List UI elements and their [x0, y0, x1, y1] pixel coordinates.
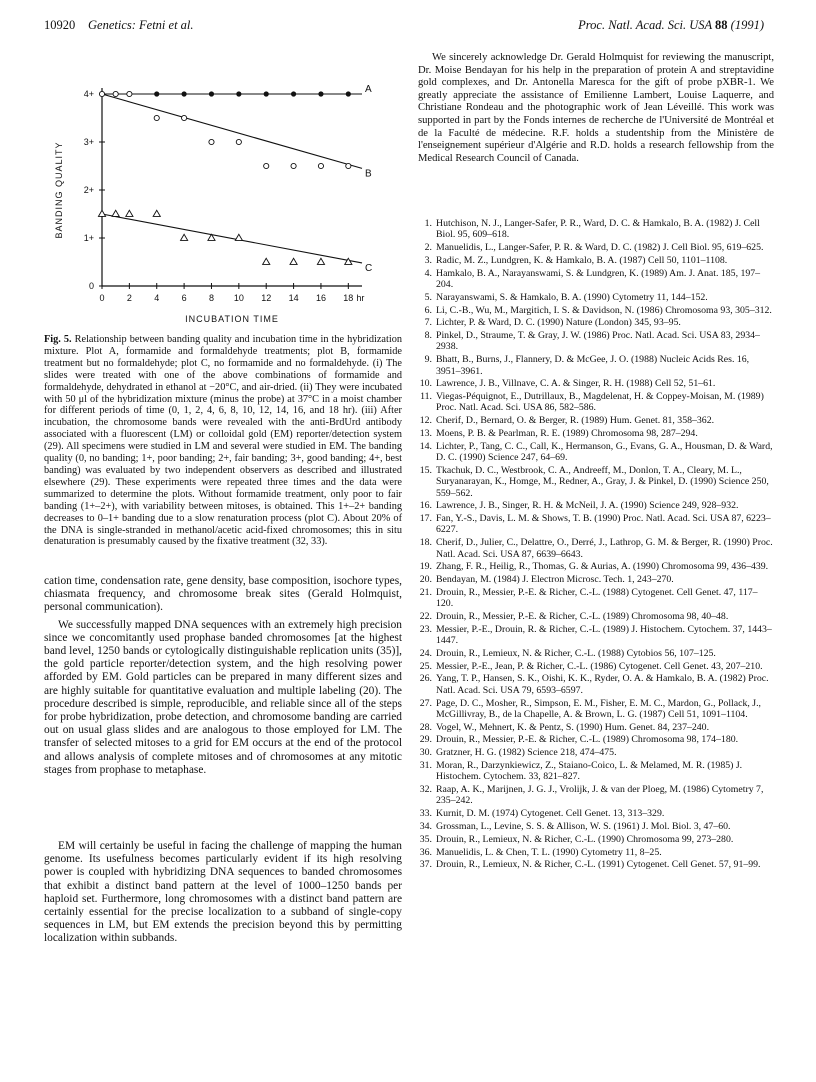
figure-5-chart	[44, 68, 404, 330]
reference-text: Radic, M. Z., Lundgren, K. & Hamkalo, B. A. (1987) Cell 50, 1101–1108.	[436, 254, 728, 266]
reference-number: 18.	[419, 537, 432, 549]
reference-text: Raap, A. K., Marijnen, J. G. J., Vrolijk, J. & van der Ploeg, M. (1986) Cytometry 7, 235–242.	[436, 784, 764, 807]
data-point-a	[236, 91, 241, 96]
reference-number: 1.	[424, 218, 432, 229]
data-point-b	[127, 91, 132, 96]
fit-line-c	[102, 214, 362, 263]
reference-item	[418, 465, 774, 499]
reference-item	[418, 255, 774, 266]
data-point-a	[318, 91, 323, 96]
data-point-b	[209, 139, 214, 144]
reference-item	[418, 378, 774, 389]
reference-text: Manuelidis, L., Langer-Safer, P. R. & Ward, D. C. (1982) J. Cell Biol. 95, 619–625.	[436, 242, 764, 254]
reference-item	[418, 661, 774, 672]
reference-number: 30.	[419, 747, 432, 759]
data-point-c	[98, 210, 105, 216]
reference-number: 34.	[419, 821, 432, 833]
x-tick-label: 0	[99, 293, 105, 303]
data-point-c	[153, 210, 160, 216]
reference-text: Drouin, R., Lemieux, N. & Richer, C.-L. (1988) Cytobios 56, 107–125.	[436, 647, 716, 659]
fit-line-b	[102, 94, 362, 168]
data-point-b	[318, 163, 323, 168]
y-tick-label: 1+	[83, 233, 94, 243]
reference-text: Drouin, R., Lemieux, N. & Richer, C.-L. (1991) Cytogenet. Cell Genet. 57, 91–99.	[436, 859, 761, 871]
data-point-c	[235, 234, 242, 240]
y-tick-label: 3+	[83, 137, 94, 147]
reference-text: Page, D. C., Mosher, R., Simpson, E. M., Fisher, E. M. C., Mardon, G., Pollack, J., McGillivray, B., de la Chapelle, A. & Brown, L. G. (1987) Cell 51, 1091–1104.	[436, 697, 761, 720]
reference-number: 25.	[419, 660, 432, 672]
reference-text: Drouin, R., Messier, P.-E. & Richer, C.-L. (1989) Chromosoma 98, 174–180.	[436, 734, 739, 746]
reference-text: Lawrence, J. B., Villnave, C. A. & Singer, R. H. (1988) Cell 52, 51–61.	[436, 378, 716, 390]
reference-text: Manuelidis, L. & Chen, T. L. (1990) Cytometry 11, 8–25.	[436, 846, 662, 858]
reference-item	[418, 821, 774, 832]
reference-number: 12.	[419, 415, 432, 427]
reference-number: 33.	[419, 808, 432, 820]
reference-text: Lawrence, J. B., Singer, R. H. & McNeil, J. A. (1990) Science 249, 928–932.	[436, 500, 739, 512]
reference-item	[418, 305, 774, 316]
data-point-b	[291, 163, 296, 168]
reference-number: 28.	[419, 721, 432, 733]
reference-number: 3.	[424, 254, 432, 266]
acknowledgment: We sincerely acknowledge Dr. Gerald Holmquist for reviewing the manuscript, Dr. Moise Bendayan for his help in the preparation of protein A and streptavidine gold complexes, and Dr. Antonella Maresca for the gift of probe pXBR-1. We greatly appreciate the assistance of Emilienne Lambert, Louise Laquerre, and Christiane Rondeau and the photographic work of Jean Léveillé. This work was supported in part by the Fonds internes de recherche de l'Université de Montréal et de la Faculté de médecine. R.F. holds a studentship from the Ministère de l'enseignement supérieur d'Algérie and R.D. holds a research fellowship from the Medical Research Council of Canada.	[418, 52, 774, 164]
reference-item	[418, 428, 774, 439]
body-paragraph: We successfully mapped DNA sequences with an extremely high precision since we concomitantly used prophase banded chromosomes [at the highest band level, 1250 bands or cytologically distinguishable replication units (35)], the gold particle reporter/detection system, and the high resolving power afforded by EM. Gold particles can be prepared in many different sizes and are highly suitable for quantitative evaluation and multiple labeling (20). The procedure described is simple, reproducible, and reliable since all of the steps for probe hybridization, probe detection, and chromosome banding are carried out on usual glass slides and are analogous to those employed for LM. The transfer of selected mitoses to a grid for EM occurs at the end of the protocol and allows analysis of complete mitoses and of chromosomes at any mitotic stages from prophase to metaphase.	[44, 618, 402, 776]
reference-item	[418, 513, 774, 536]
reference-number: 16.	[419, 500, 432, 512]
journal-citation: Proc. Natl. Acad. Sci. USA 88 (1991)	[578, 18, 764, 32]
caption-text: Relationship between banding quality and incubation time in the hybridization mixture. Plot A, formamide and formaldehyde treatments; plot B, formamide treatment but no formaldehyde; plot C, no formamide and no formaldehyde. (i) The slides were treated with one of the above combinations of formamide and formaldehyde, dehydrated in ethanol at −20°C, and air-dried. (ii) They were incubated with 50 μl of the hybridization mixture (minus the probe) at 37°C in a moist chamber for different periods of time (0, 1, 2, 4, 6, 8, 10, 12, 14, 16, and 18 hr). (iii) After incubation, the chromosome bands were revealed with the anti-BrdUrd antibody associated with a fluorescent (LM) or colloidal gold (EM) reporter/detection system (29). All specimens were studied in LM and several were studied in EM. The banding quality (0, no banding; 1+, poor banding; 2+, fair banding; 3+, good banding; 4+, best banding) was evaluated by two independent observers as described and illustrated elsewhere (29). These experiments were repeated three times and the data were summarized to determine the plots. Without formamide treatment, only poor to fair banding (1+–2+), with variability between mitoses, is obtained. This 1+–2+ banding decreases to 0–1+ banding due to a slow renaturation process (plot C). About 20% of the DNA is single-stranded in methanol/acetic acid-fixed chromosomes; this in situ denaturation is presumably caused by the fixative treatment (32, 33).	[44, 334, 402, 548]
body-paragraph: cation time, condensation rate, gene density, base composition, isochore types, chiasmata frequency, and chromosome break sites (Gerald Holmquist, personal communication).	[44, 575, 402, 614]
reference-number: 20.	[419, 574, 432, 586]
reference-item	[418, 847, 774, 858]
reference-number: 21.	[419, 586, 432, 598]
reference-text: Lichter, P., Tang, C. C., Call, K., Hermanson, G., Evans, G. A., Housman, D. & Ward, D. C. (1990) Science 247, 64–69.	[436, 440, 773, 464]
reference-number: 6.	[424, 304, 432, 316]
reference-number: 26.	[419, 673, 432, 685]
reference-number: 24.	[419, 647, 432, 659]
data-point-c	[126, 210, 133, 216]
reference-number: 36.	[419, 846, 432, 858]
reference-number: 37.	[419, 859, 432, 871]
reference-item	[418, 268, 774, 291]
reference-text: Moens, P. B. & Pearlman, R. E. (1989) Chromosoma 98, 287–294.	[436, 428, 698, 440]
data-point-c	[263, 258, 270, 264]
data-point-c	[290, 258, 297, 264]
x-axis-label: INCUBATION TIME	[185, 314, 279, 324]
reference-number: 11.	[420, 391, 432, 403]
reference-text: Yang, T. P., Hansen, S. K., Oishi, K. K., Ryder, O. A. & Hamkalo, B. A. (1982) Proc. Natl. Acad. Sci. USA 79, 6593–6597.	[436, 673, 769, 696]
x-tick-label: 16	[315, 293, 326, 303]
reference-text: Gratzner, H. G. (1982) Science 218, 474–475.	[436, 747, 617, 759]
reference-number: 7.	[424, 317, 432, 329]
reference-item	[418, 784, 774, 807]
reference-number: 2.	[424, 242, 432, 254]
reference-text: Bendayan, M. (1984) J. Electron Microsc. Tech. 1, 243–270.	[436, 574, 674, 586]
data-point-a	[182, 91, 187, 96]
reference-number: 5.	[424, 291, 432, 303]
reference-item	[418, 242, 774, 253]
reference-item	[418, 834, 774, 845]
x-unit-label: hr	[356, 293, 365, 303]
reference-text: Hutchison, N. J., Langer-Safer, P. R., Ward, D. C. & Hamkalo, B. A. (1982) J. Cell Biol. 95, 609–618.	[436, 218, 760, 241]
reference-item	[418, 808, 774, 819]
reference-item	[418, 415, 774, 426]
reference-text: Zhang, F. R., Heilig, R., Thomas, G. & Aurias, A. (1990) Chromosoma 99, 436–439.	[436, 561, 769, 573]
reference-item	[418, 698, 774, 721]
reference-item	[418, 537, 774, 560]
reference-item	[418, 587, 774, 610]
reference-item	[418, 722, 774, 733]
reference-item	[418, 441, 774, 464]
reference-text: Drouin, R., Messier, P.-E. & Richer, C.-L. (1988) Cytogenet. Cell Genet. 47, 117–120.	[436, 586, 758, 610]
data-point-b	[99, 91, 104, 96]
page-number: 10920	[44, 18, 76, 32]
reference-number: 32.	[419, 784, 432, 796]
reference-text: Grossman, L., Levine, S. S. & Allison, W. S. (1961) J. Mol. Biol. 3, 47–60.	[436, 821, 731, 833]
reference-item	[418, 624, 774, 647]
reference-text: Bhatt, B., Burns, J., Flannery, D. & McGee, J. O. (1988) Nucleic Acids Res. 16, 3951–3961.	[436, 354, 750, 377]
reference-item	[418, 611, 774, 622]
reference-item	[418, 574, 774, 585]
data-point-b	[236, 139, 241, 144]
x-tick-label: 6	[181, 293, 187, 303]
reference-number: 17.	[419, 513, 432, 525]
reference-number: 29.	[419, 734, 432, 746]
reference-text: Vogel, W., Mehnert, K. & Pentz, S. (1990) Hum. Genet. 84, 237–240.	[436, 721, 710, 733]
reference-item	[418, 673, 774, 696]
body-text-block-1	[44, 575, 402, 777]
reference-text: Li, C.-B., Wu, M., Margitich, I. S. & Davidson, N. (1986) Chromosoma 93, 305–312.	[436, 304, 772, 316]
reference-number: 35.	[419, 833, 432, 845]
reference-item	[418, 391, 774, 414]
series-label-a: A	[365, 84, 372, 95]
reference-number: 13.	[419, 428, 432, 440]
body-paragraph: EM will certainly be useful in facing the challenge of mapping the human genome. Its usefulness becomes particularly evident if its high resolving power is coupled with hybridizing DNA sequences to banded chromosomes that exhibit a distinct band pattern at the level of 1000–1250 bands per haploid set. Furthermore, long chromosomes with a distinct band pattern are certainly essential for the precise localization to a subband of single-copy sequences in LM, but EM extends the precision beyond this by permitting localization within subbands.	[44, 840, 402, 945]
reference-number: 23.	[419, 623, 432, 635]
running-header	[44, 18, 764, 34]
x-tick-label: 12	[261, 293, 272, 303]
x-tick-label: 8	[208, 293, 214, 303]
reference-item	[418, 500, 774, 511]
y-tick-label: 0	[88, 281, 94, 291]
reference-item	[418, 734, 774, 745]
reference-item	[418, 648, 774, 659]
reference-text: Kurnit, D. M. (1974) Cytogenet. Cell Genet. 13, 313–329.	[436, 808, 665, 820]
reference-number: 8.	[424, 330, 432, 342]
reference-item	[418, 760, 774, 783]
data-point-b	[264, 163, 269, 168]
reference-text: Pinkel, D., Straume, T. & Gray, J. W. (1986) Proc. Natl. Acad. Sci. USA 83, 2934–2938.	[436, 330, 760, 353]
reference-number: 15.	[419, 464, 432, 476]
data-point-b	[346, 163, 351, 168]
reference-item	[418, 292, 774, 303]
reference-item	[418, 218, 774, 241]
reference-text: Messier, P.-E., Drouin, R. & Richer, C.-L. (1989) J. Histochem. Cytochem. 37, 1443–1447.	[436, 623, 772, 647]
reference-text: Drouin, R., Lemieux, N. & Richer, C.-L. (1990) Chromosoma 99, 273–280.	[436, 833, 734, 845]
reference-text: Cherif, D., Bernard, O. & Berger, R. (1989) Hum. Genet. 81, 358–362.	[436, 415, 715, 427]
reference-text: Drouin, R., Messier, P.-E. & Richer, C.-L. (1989) Chromosoma 98, 40–48.	[436, 611, 729, 622]
data-point-c	[181, 234, 188, 240]
reference-text: Tkachuk, D. C., Westbrook, C. A., Andreeff, M., Donlon, T. A., Cleary, M. L., Suryanarayan, K., Homge, M., Redner, A., Gray, J. & Pinkel, D. (1990) Science 250, 559–562.	[436, 464, 769, 499]
x-tick-label: 14	[288, 293, 299, 303]
reference-item	[418, 747, 774, 758]
reference-text: Cherif, D., Julier, C., Delattre, O., Derré, J., Lathrop, G. M. & Berger, R. (1990) Proc. Natl. Acad. Sci. USA 87, 6639–6643.	[436, 537, 773, 560]
reference-number: 19.	[419, 561, 432, 573]
reference-number: 9.	[424, 354, 432, 366]
y-tick-label: 2+	[83, 185, 94, 195]
data-point-a	[291, 91, 296, 96]
reference-number: 4.	[424, 267, 432, 279]
reference-number: 31.	[419, 760, 432, 772]
reference-text: Narayanswami, S. & Hamkalo, B. A. (1990) Cytometry 11, 144–152.	[436, 291, 708, 303]
reference-text: Viegas-Péquignot, E., Dutrillaux, B., Magdelenat, H. & Coppey-Moisan, M. (1989) Proc. Natl. Acad. Sci. USA 86, 582–586.	[436, 391, 764, 414]
y-tick-label: 4+	[83, 89, 94, 99]
reference-number: 22.	[419, 611, 432, 622]
data-point-c	[112, 210, 119, 216]
caption-label: Fig. 5.	[44, 334, 72, 345]
data-point-a	[346, 91, 351, 96]
section-title: Genetics: Fetni et al.	[88, 18, 194, 32]
body-text-block-2	[44, 840, 402, 946]
figure-caption	[44, 334, 402, 548]
reference-text: Hamkalo, B. A., Narayanswami, S. & Lundgren, K. (1989) Am. J. Anat. 185, 197–204.	[436, 267, 761, 290]
y-axis-label: BANDING QUALITY	[54, 141, 64, 239]
reference-text: Lichter, P. & Ward, D. C. (1990) Nature (London) 345, 93–95.	[436, 317, 681, 329]
data-point-b	[182, 115, 187, 120]
data-point-b	[154, 115, 159, 120]
x-tick-label: 2	[126, 293, 132, 303]
data-point-a	[264, 91, 269, 96]
reference-item	[418, 859, 774, 870]
reference-text: Messier, P.-E., Jean, P. & Richer, C.-L. (1986) Cytogenet. Cell Genet. 43, 207–210.	[436, 660, 763, 672]
x-tick-label: 4	[154, 293, 160, 303]
reference-item	[418, 317, 774, 328]
data-point-a	[209, 91, 214, 96]
data-point-a	[154, 91, 159, 96]
reference-number: 10.	[419, 378, 432, 390]
data-point-b	[113, 91, 118, 96]
series-label-b: B	[365, 168, 372, 180]
reference-text: Moran, R., Darzynkiewicz, Z., Staiano-Coico, L. & Melamed, M. R. (1985) J. Histochem. Cytochem. 33, 821–827.	[436, 760, 743, 783]
reference-number: 14.	[419, 440, 432, 452]
reference-item	[418, 354, 774, 377]
reference-text: Fan, Y.-S., Davis, L. M. & Shows, T. B. (1990) Proc. Natl. Acad. Sci. USA 87, 6223–6227.	[436, 513, 771, 536]
reference-list	[418, 218, 774, 872]
reference-number: 27.	[419, 697, 432, 709]
data-point-c	[317, 258, 324, 264]
series-label-c: C	[365, 262, 373, 274]
x-tick-label: 10	[233, 293, 244, 303]
reference-item	[418, 561, 774, 572]
reference-item	[418, 330, 774, 353]
x-tick-label: 18	[343, 293, 354, 303]
